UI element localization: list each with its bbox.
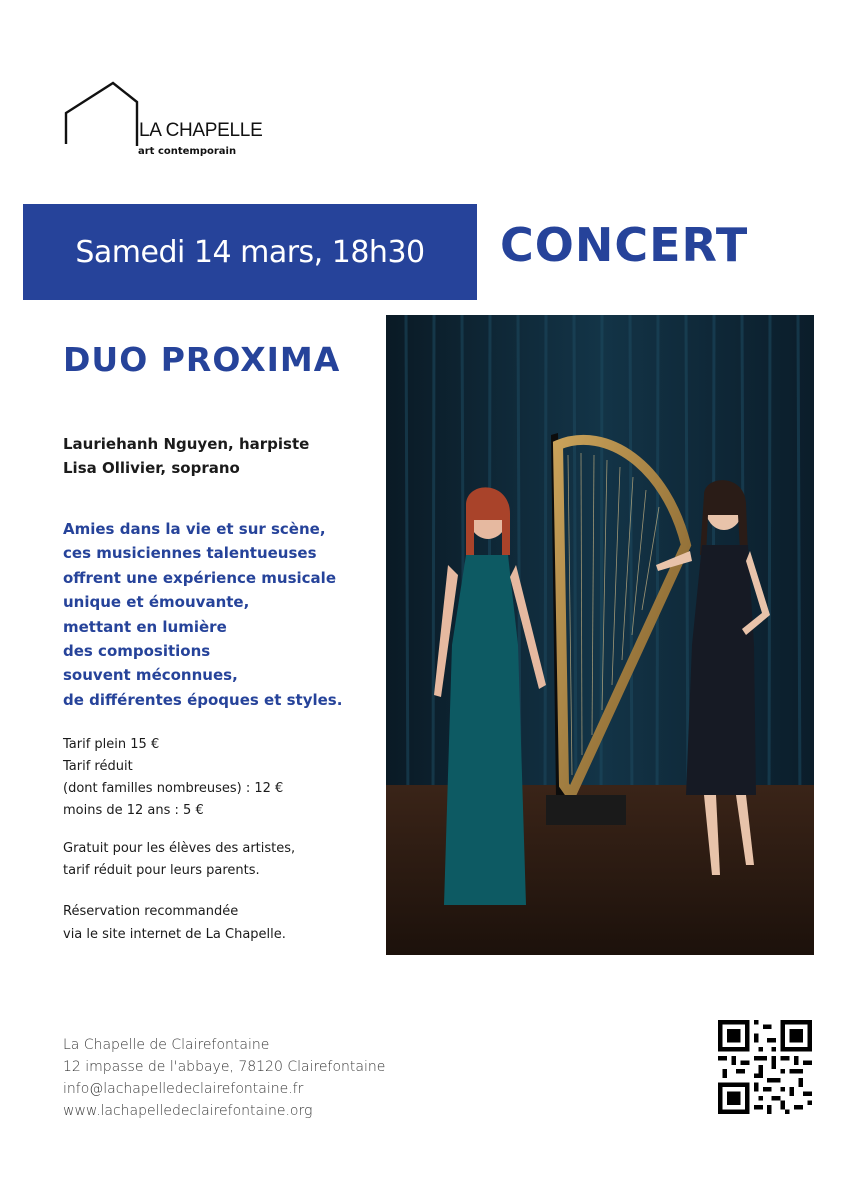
- event-date-time: Samedi 14 mars, 18h30: [75, 234, 425, 270]
- venue-logo: [63, 80, 263, 160]
- date-banner: [23, 204, 477, 300]
- duo-photo-illustration: [386, 315, 814, 955]
- qr-code[interactable]: [718, 1020, 812, 1114]
- performers-list: [63, 432, 309, 480]
- free-line: Gratuit pour les élèves des artistes,: [63, 841, 296, 856]
- venue-contact: [63, 1034, 385, 1122]
- description-line: des compositions: [63, 642, 211, 661]
- price-line: (dont familles nombreuses) : 12 €: [63, 781, 284, 796]
- reservation-note: [63, 900, 286, 946]
- free-line: tarif réduit pour leurs parents.: [63, 863, 260, 878]
- venue-email[interactable]: info@lachapelledeclairefontaine.fr: [63, 1081, 304, 1097]
- house-outline-icon: [63, 80, 143, 150]
- free-admission-note: [63, 838, 295, 882]
- reservation-line: Réservation recommandée: [63, 904, 239, 919]
- performer-soprano: Lisa Ollivier, soprano: [63, 459, 240, 477]
- description-line: offrent une expérience musicale: [63, 568, 336, 587]
- description-line: de différentes époques et styles.: [63, 690, 343, 709]
- event-description: [63, 517, 342, 712]
- description-line: souvent méconnues,: [63, 666, 238, 685]
- venue-address: 12 impasse de l'abbaye, 78120 Clairefontaine: [63, 1059, 386, 1075]
- price-line: moins de 12 ans : 5 €: [63, 803, 204, 818]
- description-line: Amies dans la vie et sur scène,: [63, 520, 326, 538]
- logo-subtitle: art contemporain: [138, 146, 237, 157]
- price-line: Tarif plein 15 €: [63, 737, 160, 752]
- duo-photo: [386, 315, 814, 955]
- performer-harpist: Lauriehanh Nguyen, harpiste: [63, 435, 310, 453]
- description-line: unique et émouvante,: [63, 593, 250, 612]
- price-line: Tarif réduit: [63, 759, 133, 774]
- reservation-line: via le site internet de La Chapelle.: [63, 927, 286, 942]
- venue-website[interactable]: www.lachapelledeclairefontaine.org: [63, 1103, 313, 1119]
- ensemble-title: DUO PROXIMA: [63, 340, 341, 379]
- description-line: mettant en lumière: [63, 617, 227, 636]
- description-line: ces musiciennes talentueuses: [63, 544, 317, 563]
- venue-name: La Chapelle de Clairefontaine: [63, 1037, 270, 1053]
- price-list: [63, 734, 283, 822]
- logo-name: LA CHAPELLE: [139, 120, 263, 141]
- event-type-heading: CONCERT: [500, 218, 749, 272]
